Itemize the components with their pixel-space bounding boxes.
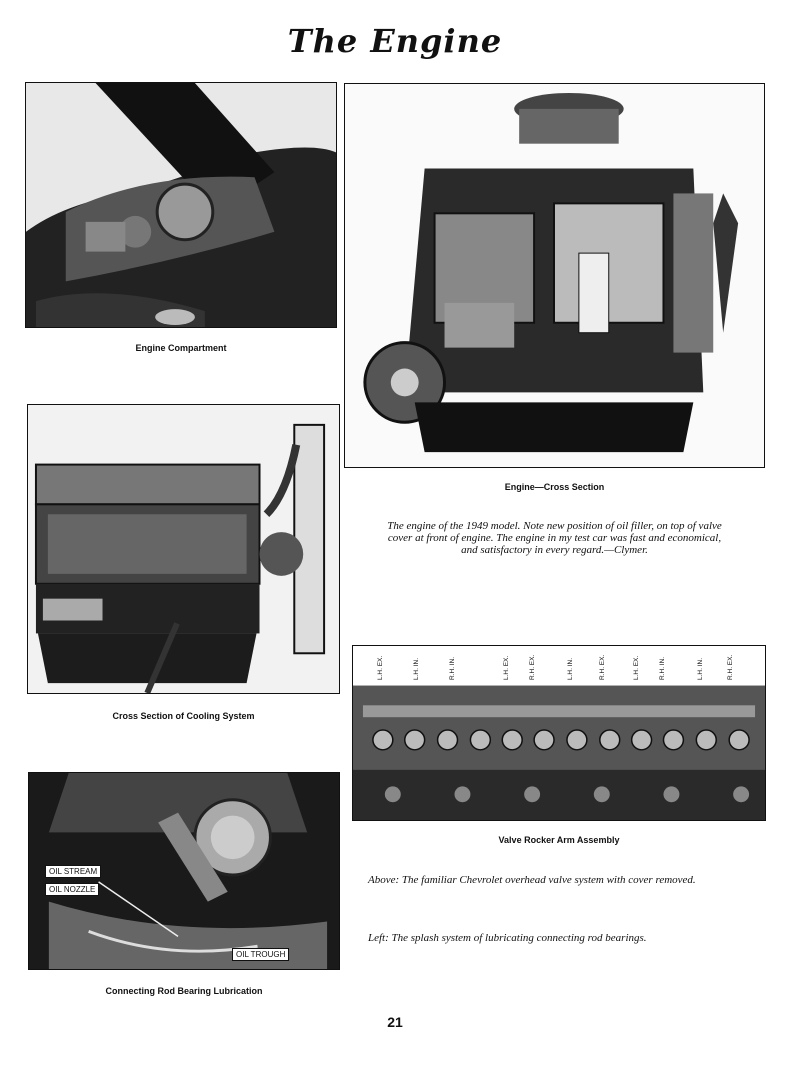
rod-lubrication-caption: Connecting Rod Bearing Lubrication [105,986,263,996]
valve-label: R.H. EX. [529,654,536,680]
valve-label: L.H. EX. [633,655,640,680]
cooling-system-photo [27,404,340,694]
valve-label: L.H. IN. [413,657,420,680]
left-description: Left: The splash system of lubricating connecting rod bearings. [368,932,647,944]
engine-cross-section-photo [344,83,765,468]
engine-compartment-caption: Engine Compartment [135,343,227,353]
valve-rocker-photo [352,645,766,821]
valve-label: L.H. EX. [503,655,510,680]
engine-compartment-photo [25,82,337,328]
engine-cross-section-caption: Engine—Cross Section [504,482,605,492]
valve-label: R.H. EX. [599,654,606,680]
page-number: 21 [387,1014,403,1030]
valve-label: L.H. IN. [697,657,704,680]
oil-stream-label: OIL STREAM [45,865,101,878]
valve-label: R.H. IN. [659,656,666,680]
valve-label: L.H. IN. [567,657,574,680]
oil-trough-label: OIL TROUGH [232,948,289,961]
page-title: The Engine [287,22,503,60]
cooling-system-caption: Cross Section of Cooling System [112,711,255,721]
engine-description: The engine of the 1949 model. Note new position of oil filler, on top of valve cover at front of engine. The engine in my test car was fast and economical, and satisfactory in every regard.—Clymer. [387,520,722,556]
rod-lubrication-photo [28,772,340,970]
above-description: Above: The familiar Chevrolet overhead valve system with cover removed. [368,874,696,886]
valve-rocker-caption: Valve Rocker Arm Assembly [498,835,620,845]
valve-label: R.H. IN. [449,656,456,680]
valve-label: L.H. EX. [377,655,384,680]
valve-label: R.H. EX. [727,654,734,680]
oil-nozzle-label: OIL NOZZLE [45,883,99,896]
